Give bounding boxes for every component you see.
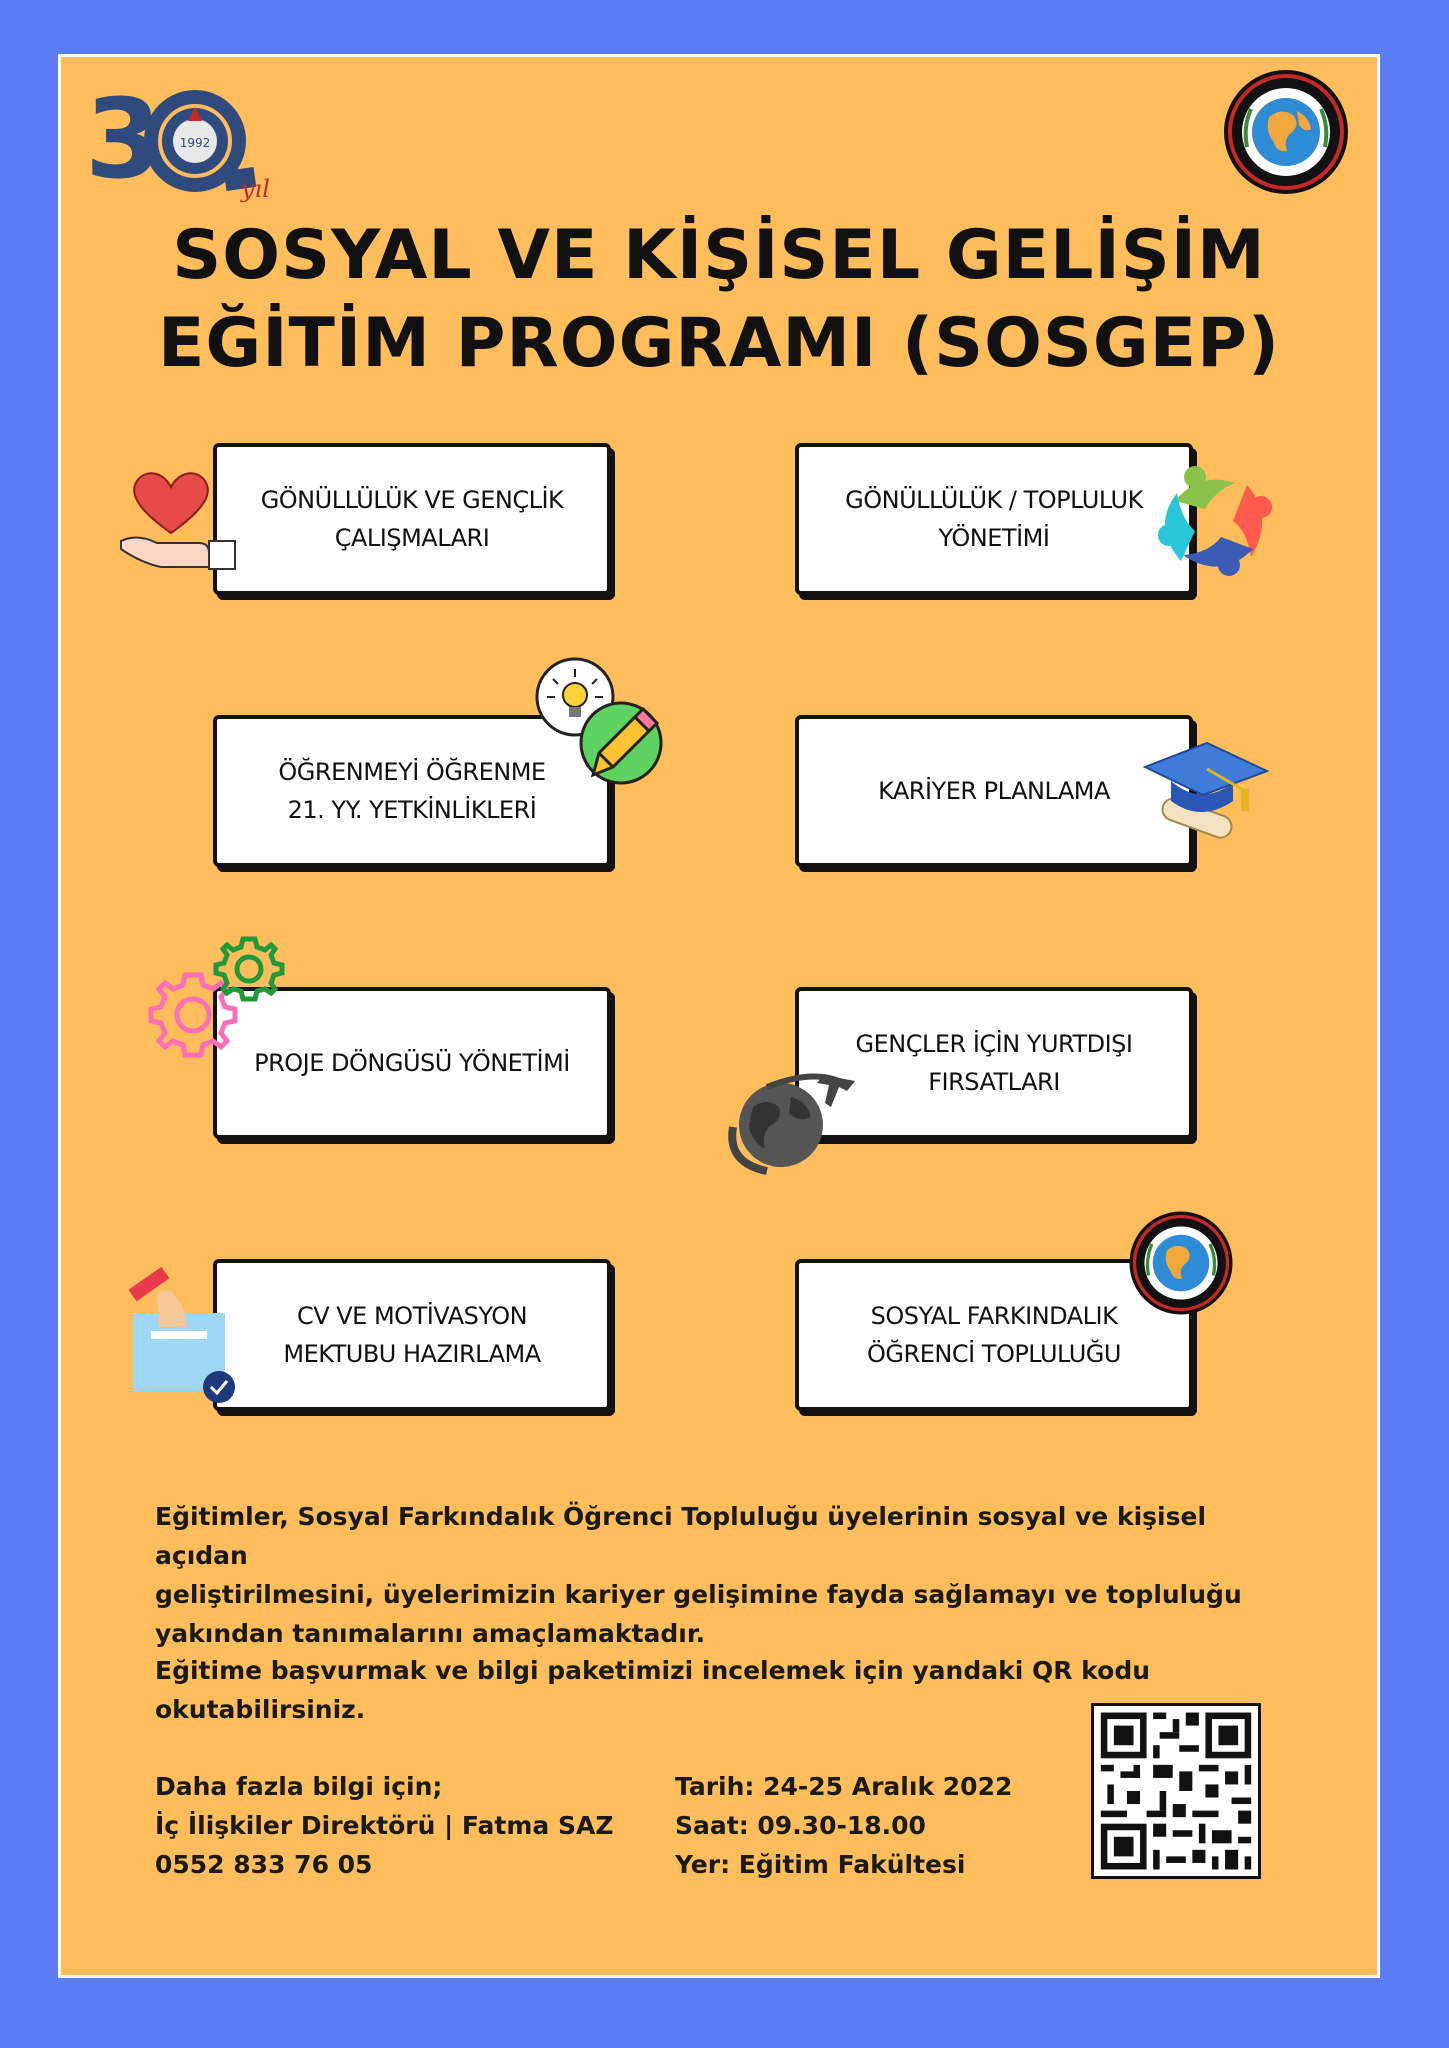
description-paragraph: Eğitimler, Sosyal Farkındalık Öğrenci Topluluğu üyelerinin sosyal ve kişisel açıdan geliştirilmesini, üyelerimizin kariyer gelişimine fayda sağlamayı ve topluluğu yakından tanımalarını amaçlamaktadır.: [155, 1502, 1242, 1648]
contact-info: Daha fazla bilgi için; İç İlişkiler Direktörü | Fatma SAZ 0552 833 76 05: [155, 1772, 614, 1879]
heart-hand-icon: [117, 463, 237, 573]
qr-code[interactable]: [1091, 1703, 1261, 1879]
event-details: [675, 1767, 1075, 1884]
card-label: GÖNÜLLÜLÜK VE GENÇLİK ÇALIŞMALARI: [260, 486, 564, 552]
community-seal-logo: [1221, 67, 1351, 197]
card-label: KARİYER PLANLAMA: [878, 777, 1110, 805]
card-label: GENÇLER İÇİN YURTDIŞI FIRSATLARI: [855, 1030, 1133, 1096]
card-label: GÖNÜLLÜLÜK / TOPLULUK YÖNETİMİ: [845, 486, 1143, 552]
title-line-2: EĞİTİM PROGRAMI (SOSGEP): [157, 304, 1281, 383]
gears-icon: [145, 933, 285, 1063]
anniversary-30-logo: [85, 77, 275, 207]
title-line-1: SOSYAL VE KİŞİSEL GELİŞİM: [172, 216, 1266, 295]
event-date: Tarih: 24-25 Aralık 2022: [675, 1772, 1013, 1801]
card-label: PROJE DÖNGÜSÜ YÖNETİMİ: [254, 1049, 570, 1077]
card-volunteering-youth: [213, 443, 611, 595]
community-people-icon: [1155, 461, 1275, 579]
vote-box-icon: [123, 1267, 243, 1405]
graduation-cap-icon: [1141, 737, 1271, 847]
event-time: Saat: 09.30-18.00: [675, 1811, 926, 1840]
card-label: SOSYAL FARKINDALIK ÖĞRENCİ TOPLULUĞU: [867, 1302, 1121, 1368]
logo-year: 1992: [179, 136, 211, 150]
logo-suffix: yıl: [241, 175, 270, 203]
community-seal-icon: [1127, 1209, 1235, 1317]
event-place: Yer: Eğitim Fakültesi: [675, 1850, 966, 1879]
card-cv-letter: [213, 1259, 611, 1411]
card-label: ÖĞRENMEYİ ÖĞRENME 21. YY. YETKİNLİKLERİ: [278, 758, 546, 824]
globe-plane-icon: [727, 1067, 857, 1177]
card-label: CV VE MOTİVASYON MEKTUBU HAZIRLAMA: [283, 1302, 541, 1368]
lightbulb-pencil-icon: [537, 659, 661, 783]
card-community-management: [795, 443, 1193, 595]
qr-instructions: Eğitime başvurmak ve bilgi paketimizi incelemek için yandaki QR kodu okutabilirsiniz.: [155, 1656, 1151, 1724]
logo-number: 3: [85, 77, 162, 203]
card-career-planning: [795, 715, 1193, 867]
qr-code-pattern: [1094, 1706, 1258, 1876]
poster: [58, 54, 1380, 1978]
